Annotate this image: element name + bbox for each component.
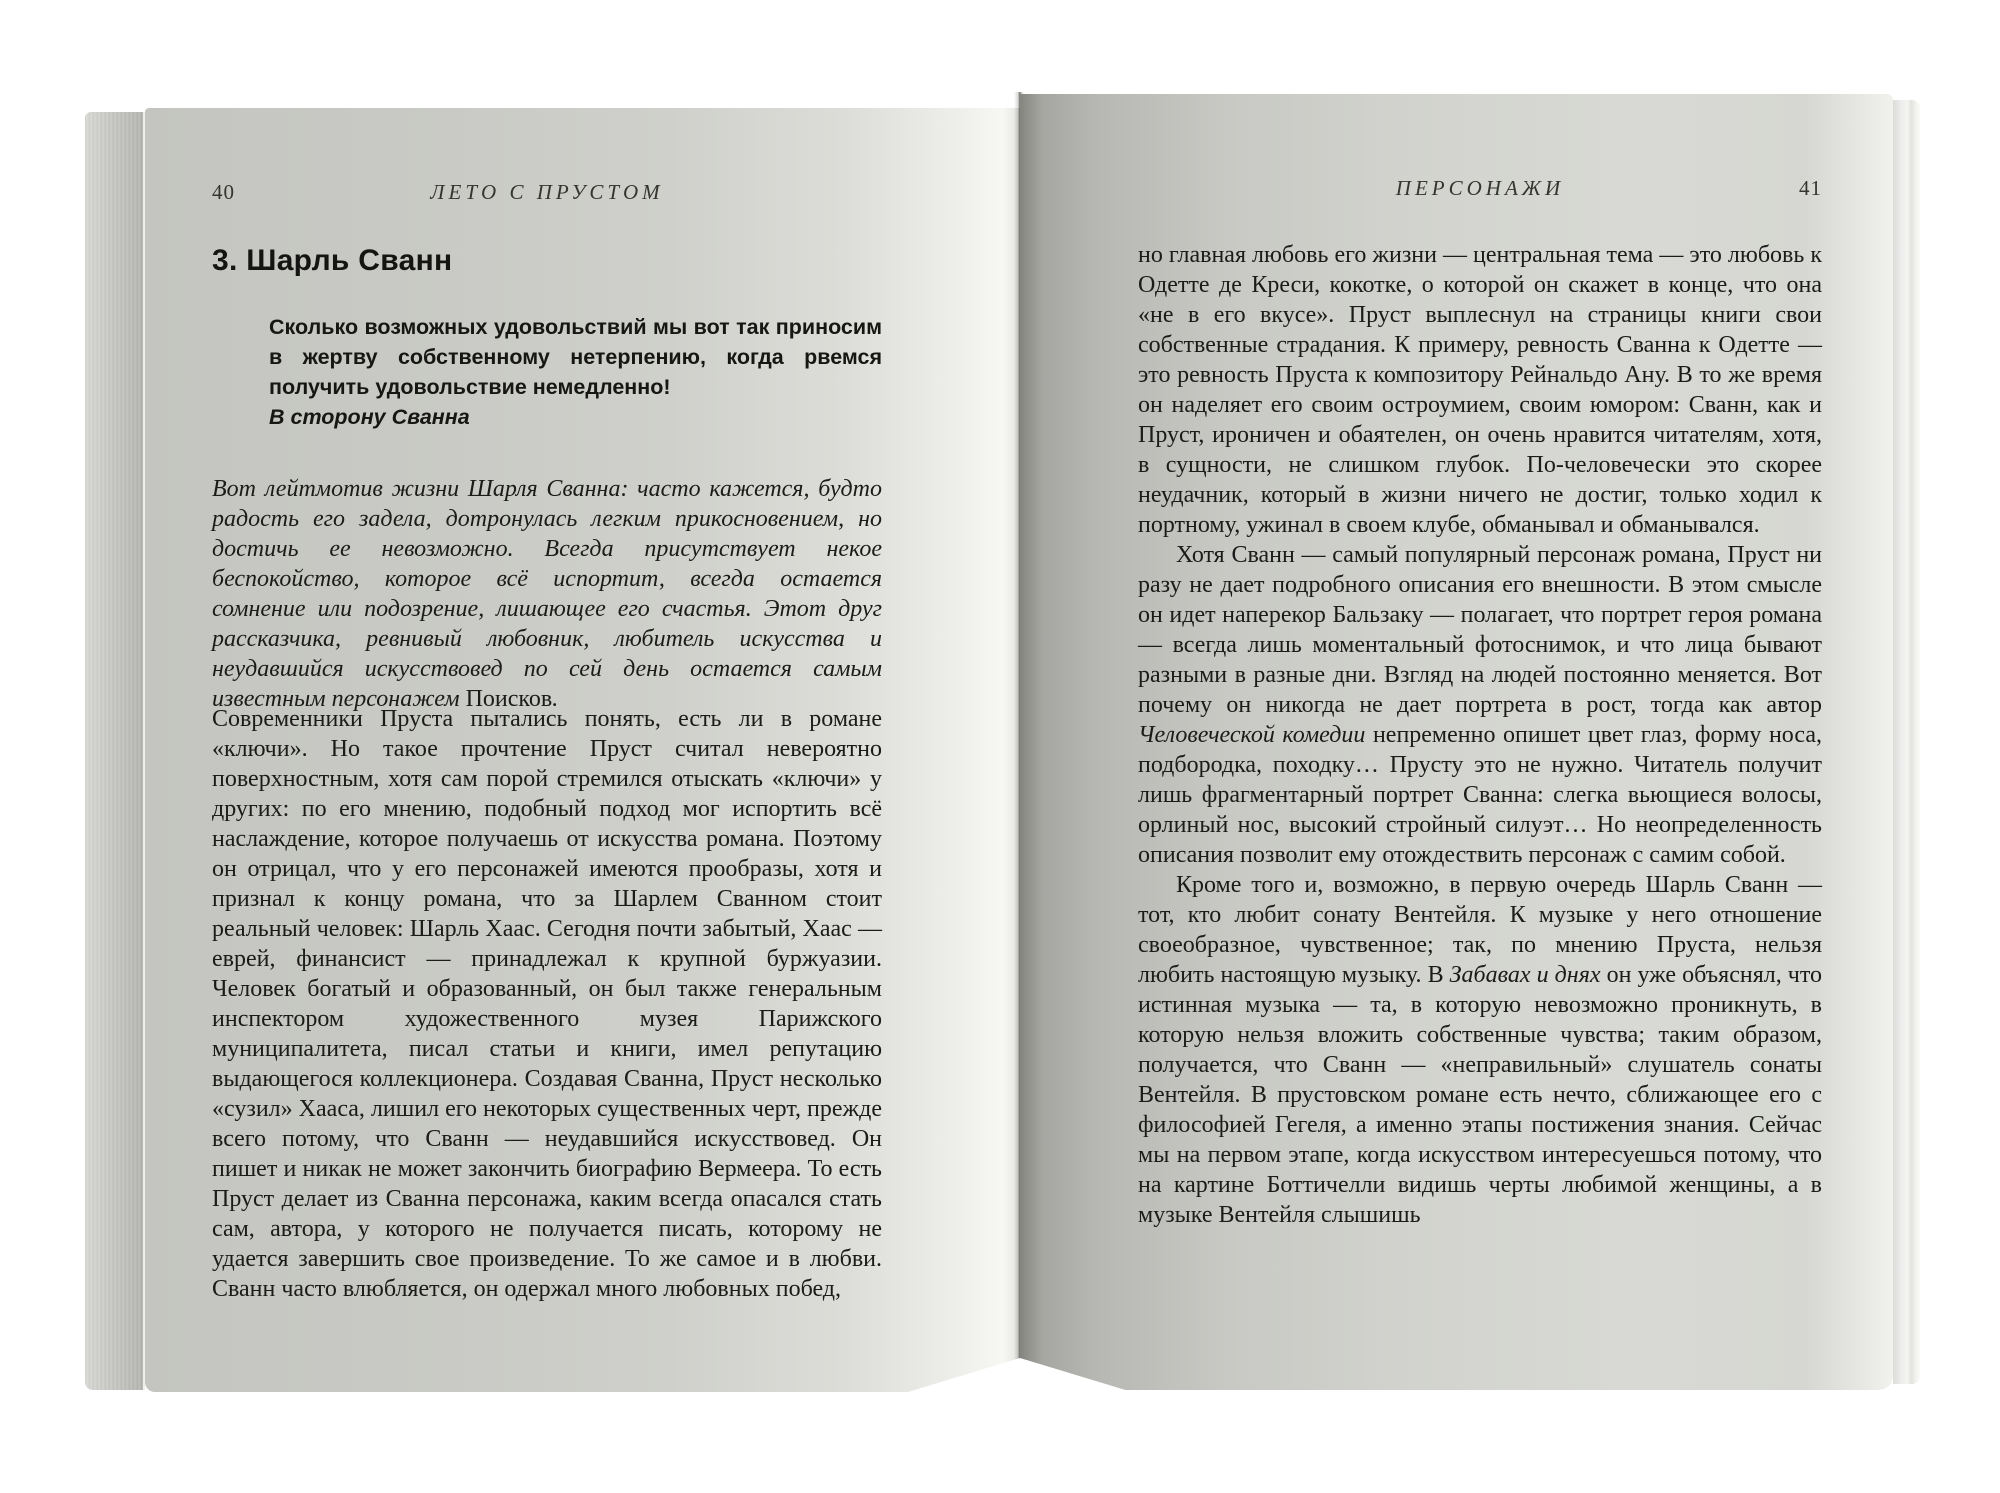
epigraph-text: Сколько возможных удовольствий мы вот так приносим в жертву собственному нетерпению, когда рвемся получить удовольствие немедленно! xyxy=(269,315,882,399)
right-body-paragraph-2: Хотя Сванн — самый популярный персонаж романа, Пруст ни разу не дает подробного описания его внешности. В этом смысле он идет наперекор Бальзаку — полагает, что портрет героя романа — всегда лишь моментальный фотоснимок, и что лица бывают разными в разные дни. Взгляд на людей постоянно меняется. Вот почему он никогда не дает портрета в рост, тогда как автор Человеческой комедии непременно опишет цвет глаз, форму носа, подбородка, походку… Прусту это не нужно. Читатель получит лишь фрагментарный портрет Сванна: слегка вьющиеся волосы, орлиный нос, высокий стройный силуэт… Но неопределенность описания позволит ему отождествить персонаж с самим собой. xyxy=(1138,542,1823,868)
left-body-paragraph: Современники Пруста пытались понять, есть ли в романе «ключи». Но такое прочтение Пруст считал невероятно поверхностным, хотя сам порой стремился отыскать «ключи» у других: по его мнению, подобный подход мог испортить всё наслаждение, которое получаешь от искусства романа. Поэтому он отрицал, что у его персонажей имеются прообразы, хотя и признал к концу романа, что за Шарлем Сванном стоит реальный человек: Шарль Хаас. Сегодня почти забытый, Хаас — еврей, финансист — принадлежал к крупной буржуазии. Человек богатый и образованный, он был также генеральным инспектором художественного музея Парижского муниципалитета, писал статьи и книги, имел репутацию выдающегося коллекционера. Создавая Сванна, Пруст несколько «сузил» Хааса, лишил его некоторых существенных черт, прежде всего потому, что Сванн — неудавшийся искусствовед. Он пишет и никак не может закончить биографию Вермеера. То есть Пруст делает из Сванна персонажа, каким всегда опасался стать сам, автора, у которого не получается писать, которому не удается завершить свое произведение. То же самое и в любви. Сванн часто влюбляется, он одержал много любовных побед, xyxy=(212,706,882,1302)
chapter-title: 3. Шарль Сванн xyxy=(212,244,453,277)
left-running-head: ЛЕТО С ПРУСТОМ xyxy=(430,180,664,204)
epigraph xyxy=(269,312,882,432)
right-page-stack-edge xyxy=(1893,100,1920,1384)
left-page-number: 40 xyxy=(212,180,235,204)
left-page-header xyxy=(212,180,882,205)
open-book xyxy=(85,90,1920,1400)
right-page-number: 41 xyxy=(1799,176,1822,200)
right-running-head: ПЕРСОНАЖИ xyxy=(1395,176,1565,200)
left-page xyxy=(145,108,1020,1392)
left-body xyxy=(212,704,882,1304)
right-body-paragraph-1: но главная любовь его жизни — центральная тема — это любовь к Одетте де Креси, кокотке, о которой он скажет в конце, что она «не в его вкусе». Пруст выплеснул на страницы книги свои собственные страдания. К примеру, ревность Сванна к Одетте — это ревность Пруста к композитору Рейнальдо Ану. В то же время он наделяет его своим остроумием, своим юмором: Сванн, как и Пруст, ироничен и обаятелен, он очень нравится читателям, хотя, в сущности, не слишком глубок. По-человечески это скорее неудачник, который в жизни ничего не достиг, только ходил к портному, ужинал в своем клубе, обманывал и обманывался. xyxy=(1138,242,1822,538)
left-page-stack-edge xyxy=(85,112,145,1390)
right-body-paragraph-3: Кроме того и, возможно, в первую очередь Шарль Сванн — тот, кто любит сонату Вентейля. К музыке у него отношение своеобразное, чувственное; так, по мнению Пруста, нельзя любить настоящую музыку. В Забавах и днях он уже объяснял, что истинная музыка — та, в которую невозможно проникнуть, в которую нельзя вложить собственные чувства; таким образом, получается, что Сванн — «неправильный» слушатель сонаты Вентейля. В прустовском романе есть нечто, сближающее его с философией Гегеля, а именно этапы постижения знания. Сейчас мы на первом этапе, когда искусством интересуешься потому, что на картине Боттичелли видишь черты любимой женщины, а в музыке Вентейля слышишь xyxy=(1138,872,1823,1228)
lede-paragraph: Вот лейтмотив жизни Шарля Сванна: часто кажется, будто радость его задела, дотронулась легким прикосновением, но достичь ее невозможно. Всегда присутствует некое беспокойство, которое всё испортит, всегда остается сомнение или подозрение, лишающее его счастья. Этот друг рассказчика, ревнивый любовник, любитель искусства и неудавшийся искусствовед по сей день остается самым известным персонажем Поисков. xyxy=(212,476,882,712)
right-body xyxy=(1138,240,1822,1230)
epigraph-source: В сторону Сванна xyxy=(269,405,470,429)
right-page-header xyxy=(1138,176,1822,201)
right-page xyxy=(1020,94,1893,1390)
